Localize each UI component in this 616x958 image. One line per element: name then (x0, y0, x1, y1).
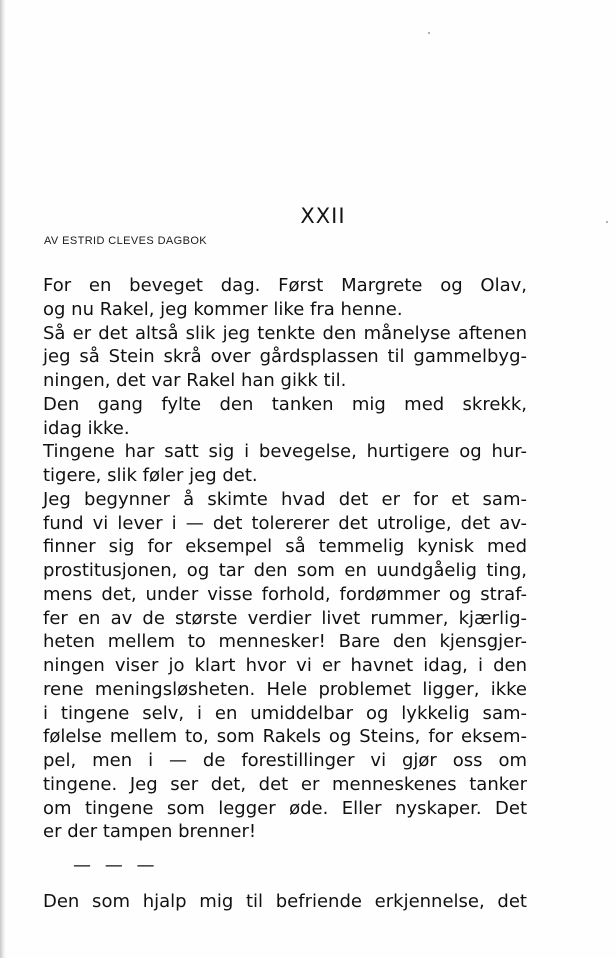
text-line: og nu Rakel, jeg kommer like fra henne. (43, 298, 403, 320)
diary-byline: AV ESTRID CLEVES DAGBOK (44, 235, 208, 247)
text-line: fund vi lever i — det tolererer det utrolige, det av- (43, 512, 527, 534)
text-line: finner sig for eksempel så temmelig kynisk med (43, 536, 527, 558)
dust-speck (428, 32, 430, 34)
page-edge-shadow (0, 0, 6, 958)
text-line: er der tampen brenner! (43, 821, 257, 843)
section-break: — — — (73, 855, 159, 876)
text-line: pel, men i — de forestillinger vi gjør oss om (43, 750, 527, 771)
text-line: i tingene selv, i en umiddelbar og lykkelig sam- (43, 702, 527, 724)
chapter-numeral: XXII (300, 204, 346, 228)
text-line: tigere, slik føler jeg det. (43, 465, 258, 486)
text-line: jeg så Stein skrå over gårdsplassen til gammelbyg- (43, 346, 527, 368)
text-line: ningen, det var Rakel han gikk til. (43, 370, 347, 391)
text-line: Den gang fylte den tanken mig med skrekk, (43, 393, 527, 415)
text-line: følelse mellem to, som Rakels og Steins, for eksem- (43, 726, 527, 748)
text-line: heten mellem to mennesker! Bare den kjensgjer- (43, 631, 527, 653)
text-line: Så er det altså slik jeg tenkte den månelyse aftenen (43, 322, 527, 344)
text-line: ningen viser jo klart hvor vi er havnet idag, i den (43, 655, 527, 676)
text-line: Jeg begynner å skimte hvad det er for et sam- (43, 488, 527, 510)
text-line: tingene. Jeg ser det, det er menneskenes tanker (43, 773, 527, 795)
text-line: mens det, under visse forhold, fordømmer og straf- (43, 583, 527, 605)
body-text (43, 274, 527, 914)
text-line: prostitusjonen, og tar den som en uundgåelig ting, (43, 560, 527, 581)
text-line: idag ikke. (43, 417, 130, 439)
text-line: For en beveget dag. Først Margrete og Olav, (43, 275, 527, 296)
text-line: Den som hjalp mig til befriende erkjennelse, det (43, 890, 527, 912)
chapter-heading (0, 204, 616, 228)
text-line: rene meningsløsheten. Hele problemet ligger, ikke (43, 678, 527, 700)
text-line: Tingene har satt sig i bevegelse, hurtigere og hur- (43, 441, 527, 463)
text-line: fer en av de største verdier livet rummer, kjærlig- (43, 607, 527, 629)
text-line: om tingene som legger øde. Eller nyskaper. Det (43, 797, 527, 819)
